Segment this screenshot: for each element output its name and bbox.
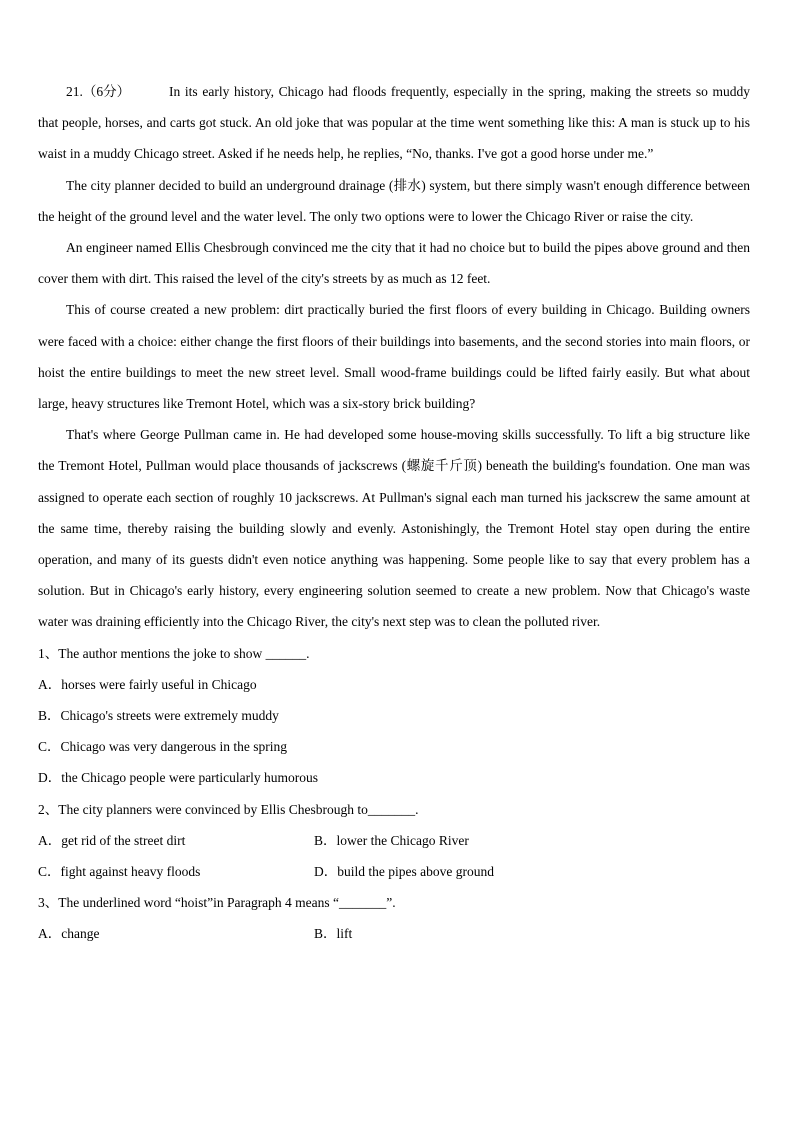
reading-passage <box>38 76 750 638</box>
option-label: A． <box>38 926 62 942</box>
option-b <box>38 700 750 731</box>
question-number: 21.（6分） <box>66 84 131 99</box>
option-text: build the pipes above ground <box>337 864 494 880</box>
option-a <box>38 669 750 700</box>
option-label: A． <box>38 832 62 848</box>
option-c <box>38 731 750 762</box>
option-text: horses were fairly useful in Chicago <box>61 676 257 692</box>
option-label: D． <box>38 770 62 786</box>
option-label: C． <box>38 739 61 755</box>
option-c <box>38 856 314 887</box>
option-d <box>38 762 750 793</box>
reading-section <box>38 76 750 950</box>
option-label: B． <box>38 708 61 724</box>
passage-paragraph-4: This of course created a new problem: dirt practically buried the first floors of every building in Chicago. Building owners were faced with a choice: either change the first floors of their buildings into basements, and the second stories into main floors, or hoist the entire buildings to meet the new street level. Small wood-frame buildings could be lifted fairly easily. But what about large, heavy structures like Tremont Hotel, which was a six-story brick building? <box>38 302 750 412</box>
option-label: D． <box>314 864 338 880</box>
option-row <box>38 856 750 887</box>
option-a <box>38 918 314 949</box>
option-label: B． <box>314 926 337 942</box>
question-3 <box>38 887 750 949</box>
option-row <box>38 918 750 949</box>
question-1 <box>38 638 750 794</box>
option-text: fight against heavy floods <box>60 864 201 880</box>
option-b <box>314 918 590 949</box>
option-text: the Chicago people were particularly humorous <box>61 770 319 786</box>
question-stem: 3、The underlined word “hoist”in Paragraph 4 means “_______”. <box>38 895 396 911</box>
option-text: lift <box>336 926 353 942</box>
option-label: C． <box>38 864 61 880</box>
option-text: Chicago's streets were extremely muddy <box>60 708 279 724</box>
option-b <box>314 825 590 856</box>
question-stem: 1、The author mentions the joke to show ______. <box>38 645 310 661</box>
passage-paragraph-2: The city planner decided to build an underground drainage (排水) system, but there simply wasn't enough difference between the height of the ground level and the water level. The only two options were to lower the Chicago River or raise the city. <box>38 177 750 224</box>
option-label: A． <box>38 676 62 692</box>
passage-paragraph-1 <box>38 76 750 170</box>
paragraph-text: In its early history, Chicago had floods frequently, especially in the spring, making the streets so muddy that people, horses, and carts got stuck. An old joke that was popular at the time went something like this: A man is stuck up to his waist in a muddy Chicago street. Asked if he needs help, he replies, “No, thanks. I've got a good horse under me.” <box>38 84 750 162</box>
passage-paragraph-3: An engineer named Ellis Chesbrough convinced me the city that it had no choice but to build the pipes above ground and then cover them with dirt. This raised the level of the city's streets by as much as 12 feet. <box>38 240 750 287</box>
option-label: B． <box>314 832 337 848</box>
option-text: Chicago was very dangerous in the spring <box>60 739 287 755</box>
option-text: get rid of the street dirt <box>61 832 186 848</box>
passage-paragraph-5: That's where George Pullman came in. He had developed some house-moving skills successfully. To lift a big structure like the Tremont Hotel, Pullman would place thousands of jackscrews (螺旋千斤顶) beneath the building's foundation. One man was assigned to operate each section of roughly 10 jackscrews. At Pullman's signal each man turned his jackscrew the same amount at the same time, thereby raising the building slowly and evenly. Astonishingly, the Tremont Hotel stay open during the entire operation, and many of its guests didn't even notice anything was happening. Some people like to say that every problem has a solution. But in Chicago's early history, every engineering solution seemed to create a new problem. Now that Chicago's waste water was draining efficiently into the Chicago River, the city's next step was to clean the polluted river. <box>38 427 750 630</box>
option-text: lower the Chicago River <box>336 832 469 848</box>
option-d <box>314 856 590 887</box>
option-a <box>38 825 314 856</box>
question-2 <box>38 794 750 888</box>
option-row <box>38 825 750 856</box>
option-text: change <box>61 926 100 942</box>
question-stem: 2、The city planners were convinced by Ellis Chesbrough to_______. <box>38 801 419 817</box>
